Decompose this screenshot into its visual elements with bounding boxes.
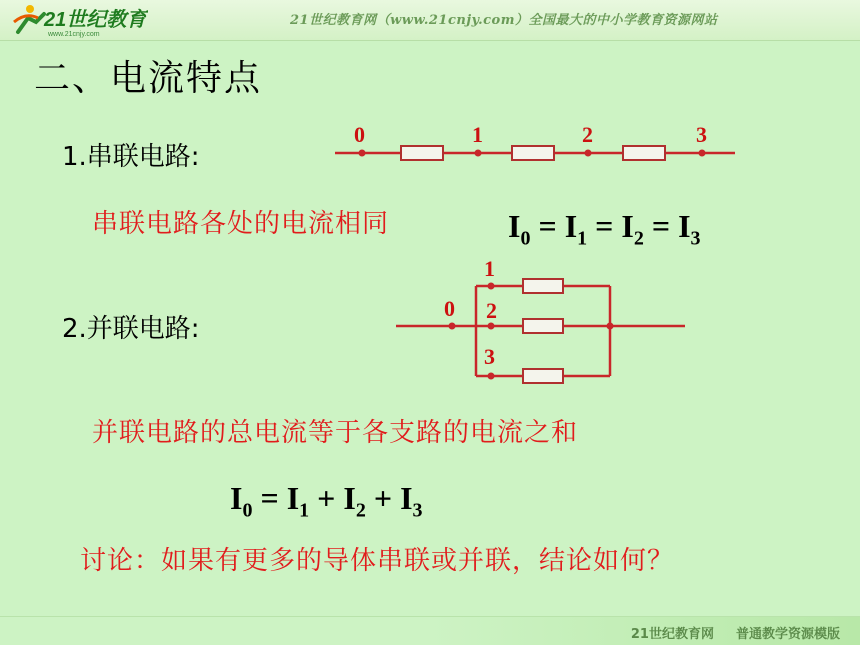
series-node-1-dot: [475, 150, 482, 157]
parallel-node-1-label: 1: [484, 256, 495, 281]
parallel-junction-dot: [607, 323, 614, 330]
footer-text: [609, 623, 840, 642]
parallel-node-2-dot: [488, 323, 495, 330]
series-resistor-2: [512, 146, 554, 160]
series-statement: 串联电路各处的电流相同: [92, 209, 390, 239]
parallel-resistor-2: [523, 319, 563, 333]
series-circuit-label: 1.串联电路:: [62, 142, 200, 172]
footer-band: [0, 616, 860, 645]
parallel-formula: $I_0 = I_1 + I_2 + I_3$: [230, 480, 423, 522]
series-node-2-label: 2: [582, 122, 593, 147]
parallel-node-1-dot: [488, 283, 495, 290]
parallel-statement: 并联电路的总电流等于各支路的电流之和: [92, 418, 579, 448]
series-node-2-dot: [585, 150, 592, 157]
parallel-resistor-1: [523, 279, 563, 293]
series-formula: $I_0 = I_1 = I_2 = I_3$: [508, 208, 701, 250]
logo-text: 21世纪教育: [44, 9, 147, 31]
series-node-1-label: 1: [472, 122, 483, 147]
series-circuit-diagram: [335, 122, 735, 160]
logo-url: www.21cnjy.com: [48, 31, 100, 38]
page-title: 二、电流特点: [34, 58, 263, 99]
parallel-node-3-dot: [488, 373, 495, 380]
footer-site-link[interactable]: 21世纪教育网: [630, 627, 714, 642]
header-banner-text: 21世纪教育网（www.21cnjy.com）全国最大的中小学教育资源网站: [290, 13, 718, 28]
series-resistor-1: [401, 146, 443, 160]
series-node-0-label: 0: [354, 122, 365, 147]
parallel-circuit-diagram: [396, 256, 685, 383]
series-node-0-dot: [359, 150, 366, 157]
footer-template-label: 普通教学资源模版: [735, 627, 840, 642]
series-node-3-label: 3: [696, 122, 707, 147]
parallel-resistor-3: [523, 369, 563, 383]
series-node-3-dot: [699, 150, 706, 157]
parallel-node-3-label: 3: [484, 344, 495, 369]
parallel-node-2-label: 2: [486, 298, 497, 323]
parallel-circuit-label: 2.并联电路:: [62, 314, 200, 344]
series-resistor-3: [623, 146, 665, 160]
discussion-question: 讨论：如果有更多的导体串联或并联，结论如何？: [80, 546, 675, 576]
parallel-node-0-dot: [449, 323, 456, 330]
parallel-node-0-label: 0: [444, 296, 455, 321]
